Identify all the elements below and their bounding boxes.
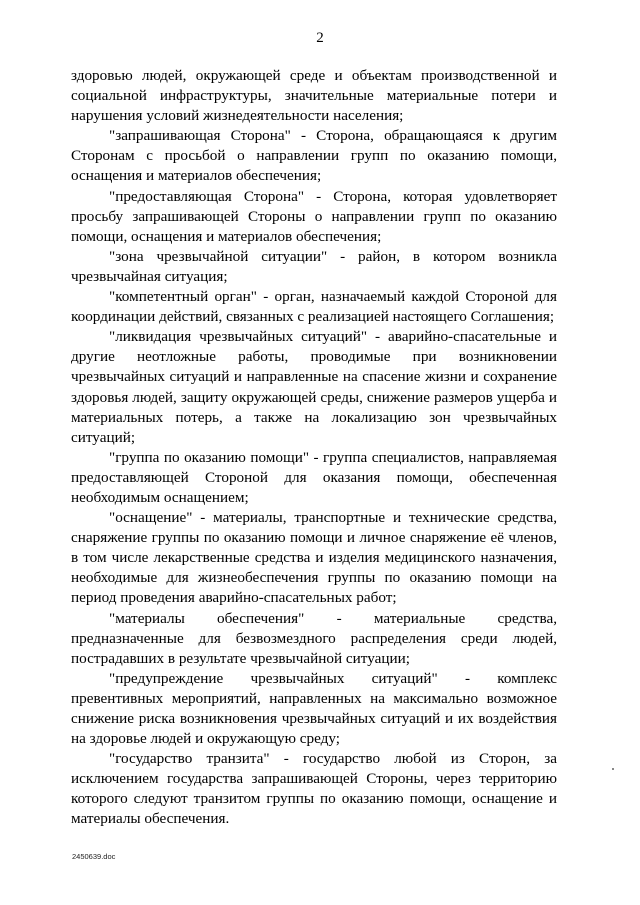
definition-relief-supplies: "материалы обеспечения" - материальные средства, предназначенные для безвозмездного распределения среди людей, пострадавших в результате чрезвычайной ситуации; [71, 609, 557, 667]
definition-emergency-response: "ликвидация чрезвычайных ситуаций" - аварийно-спасательные и другие неотложные работы, проводимые при возникновении чрезвычайных ситуаций и направленные на спасение жизни и сохранение здоровья людей, защиту окружающей среды, снижение размеров ущерба и материальных потерь, а также на локализацию зон чрезвычайных ситуаций; [71, 328, 557, 446]
definition-providing-party: "предоставляющая Сторона" - Сторона, которая удовлетворяет просьбу запрашивающей Стороны о направлении групп по оказанию помощи, оснащения и материалов обеспечения; [71, 187, 557, 245]
definition-transit-state: "государство транзита" - государство любой из Сторон, за исключением государства запрашивающей Стороны, через территорию которого следуют транзитом группы по оказанию помощи, оснащение и материалы обеспечения. [71, 750, 557, 828]
definition-competent-authority: "компетентный орган" - орган, назначаемый каждой Стороной для координации действий, связанных с реализацией настоящего Соглашения; [71, 288, 557, 326]
definition-assistance-team: "группа по оказанию помощи" - группа специалистов, направляемая предоставляющей Стороной для оказания помощи, обеспеченная необходимым оснащением; [71, 448, 557, 506]
definition-equipment: "оснащение" - материалы, транспортные и технические средства, снаряжение группы по оказанию помощи и личное снаряжение её членов, в том числе лекарственные средства и изделия медицинского назначения, необходимые для жизнеобеспечения группы по оказанию помощи на период проведения аварийно-спасательных работ; [71, 509, 557, 607]
page-number: 2 [316, 30, 324, 46]
definition-emergency-zone: "зона чрезвычайной ситуации" - район, в котором возникла чрезвычайная ситуация; [71, 247, 557, 285]
definition-requesting-party: "запрашивающая Сторона" - Сторона, обращающаяся к другим Сторонам с просьбой о направлении групп по оказанию помощи, оснащения и материалов обеспечения; [71, 127, 557, 185]
paragraph-continuation: здоровью людей, окружающей среде и объектам производственной и социальной инфраструктуры, значительные материальные потери и нарушения условий жизнедеятельности населения; [71, 67, 557, 125]
definition-emergency-prevention: "предупреждение чрезвычайных ситуаций" - комплекс превентивных мероприятий, направленных на максимально возможное снижение риска возникновения чрезвычайных ситуаций и их воздействия на здоровье людей и окружающую среду; [71, 669, 557, 748]
scan-mark [612, 768, 614, 770]
footer-filename: 2450639.doc [72, 852, 116, 861]
document-body [71, 66, 557, 830]
